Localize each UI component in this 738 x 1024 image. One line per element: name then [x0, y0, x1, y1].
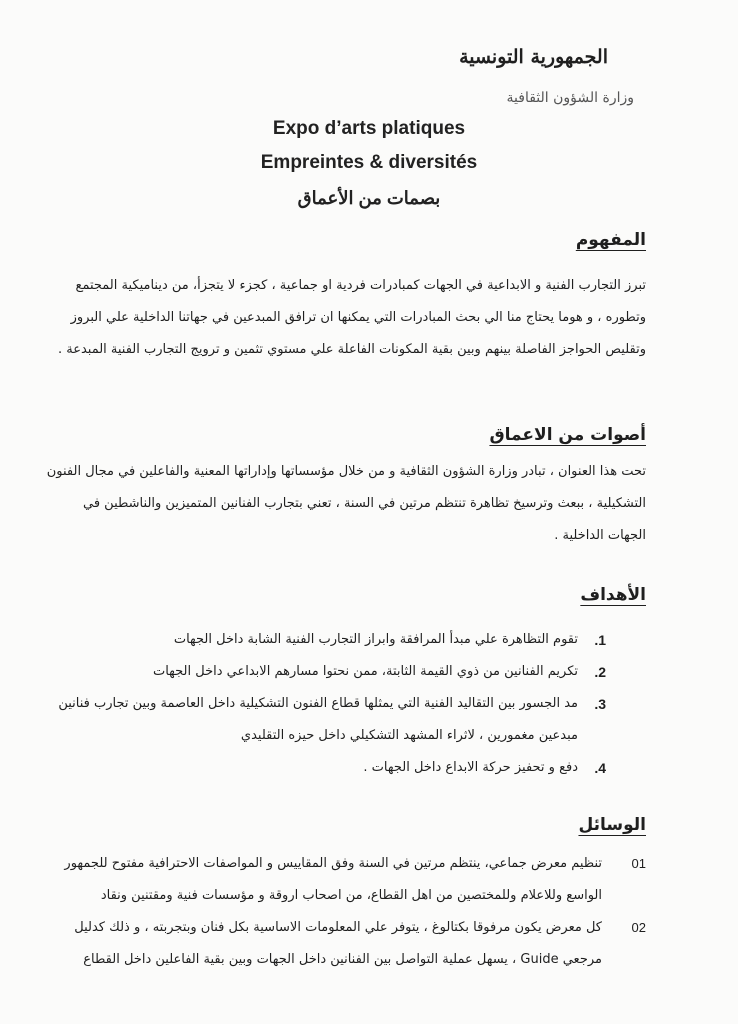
- list-item-text: دفع و تحفيز حركة الابداع داخل الجهات .: [363, 760, 578, 775]
- letterhead-ministry: وزارة الشؤون الثقافية: [506, 90, 634, 106]
- list-item: [38, 688, 606, 752]
- list-item-number: 02: [631, 920, 646, 935]
- list-item-number: 1.: [594, 632, 606, 648]
- heading-means: الوسائل: [578, 815, 646, 835]
- list-item-text: تقوم التظاهرة علي مبدأ المرافقة وابراز التجارب الفنية الشابة داخل الجهات: [173, 632, 578, 647]
- means-list: [46, 848, 646, 976]
- title-french-line2: Empreintes & diversités: [260, 152, 478, 173]
- list-item-text: تنظيم معرض جماعي، ينتظم مرتين في السنة وفق المقاييس و المواصفات الاحترافية مفتوح للجمهور الواسع وللاعلام وللمختصين من اهل القطاع، من اصحاب اروقة و مؤسسات فنية ومقتنين ونقاد: [64, 856, 602, 903]
- list-item-number: 01: [631, 856, 646, 871]
- title-arabic: بصمات من الأعماق: [297, 188, 441, 208]
- list-item: [38, 656, 606, 688]
- list-item: [38, 752, 606, 784]
- heading-concept: المفهوم: [575, 230, 646, 250]
- list-item-text: كل معرض يكون مرفوقا بكتالوغ ، يتوفر علي المعلومات الاساسية بكل فنان وبتجربته ، و ذلك كدليل مرجعي Guide ، يسهل عملية التواصل بين الفنانين داخل الجهات وبين بقية الفاعلين داخل القطاع: [74, 920, 602, 967]
- paragraph-concept: تبرز التجارب الفنية و الابداعية في الجهات كمبادرات فردية او جماعية ، كجزء لا يتجزأ، من ديناميكية المجتمع وتطوره ، و هوما يحتاج منا الي بحث المبادرات التي يمكنها ان ترافق المبدعين في جهاتنا الداخلية علي البروز وتقليص الحواجز الفاصلة بينهم وبين بقية المكونات الفاعلة علي مستوي تثمين و ترويج التجارب الفنية المبدعة .: [57, 278, 646, 357]
- heading-voices: أصوات من الاعماق: [489, 425, 646, 445]
- list-item: [46, 912, 646, 976]
- list-item: [46, 848, 646, 912]
- list-item-number: 2.: [594, 664, 606, 680]
- goals-list: [38, 624, 606, 784]
- paragraph-voices: تحت هذا العنوان ، تبادر وزارة الشؤون الثقافية و من خلال مؤسساتها وإداراتها المعنية والفاعلين في مجال الفنون التشكيلية ، ببعث وترسيخ تظاهرة تنتظم مرتين في السنة ، تعني بتجارب الفنانين المتميزين والناشطين في الجهات الداخلية .: [46, 464, 646, 543]
- title-french-line1: Expo d’arts platiques: [272, 118, 466, 139]
- list-item-text: مد الجسور بين التقاليد الفنية التي يمثلها قطاع الفنون التشكيلية داخل العاصمة وبين تجارب فنانين مبدعين مغمورين ، لاثراء المشهد التشكيلي داخل حيزه التقليدي: [58, 696, 578, 743]
- list-item: [38, 624, 606, 656]
- list-item-number: 3.: [594, 696, 606, 712]
- list-item-text: تكريم الفنانين من ذوي القيمة الثابتة، ممن نحتوا مسارهم الابداعي داخل الجهات: [152, 664, 578, 679]
- list-item-number: 4.: [594, 760, 606, 776]
- letterhead-country: الجمهورية التونسية: [459, 46, 608, 68]
- heading-goals: الأهداف: [580, 585, 646, 605]
